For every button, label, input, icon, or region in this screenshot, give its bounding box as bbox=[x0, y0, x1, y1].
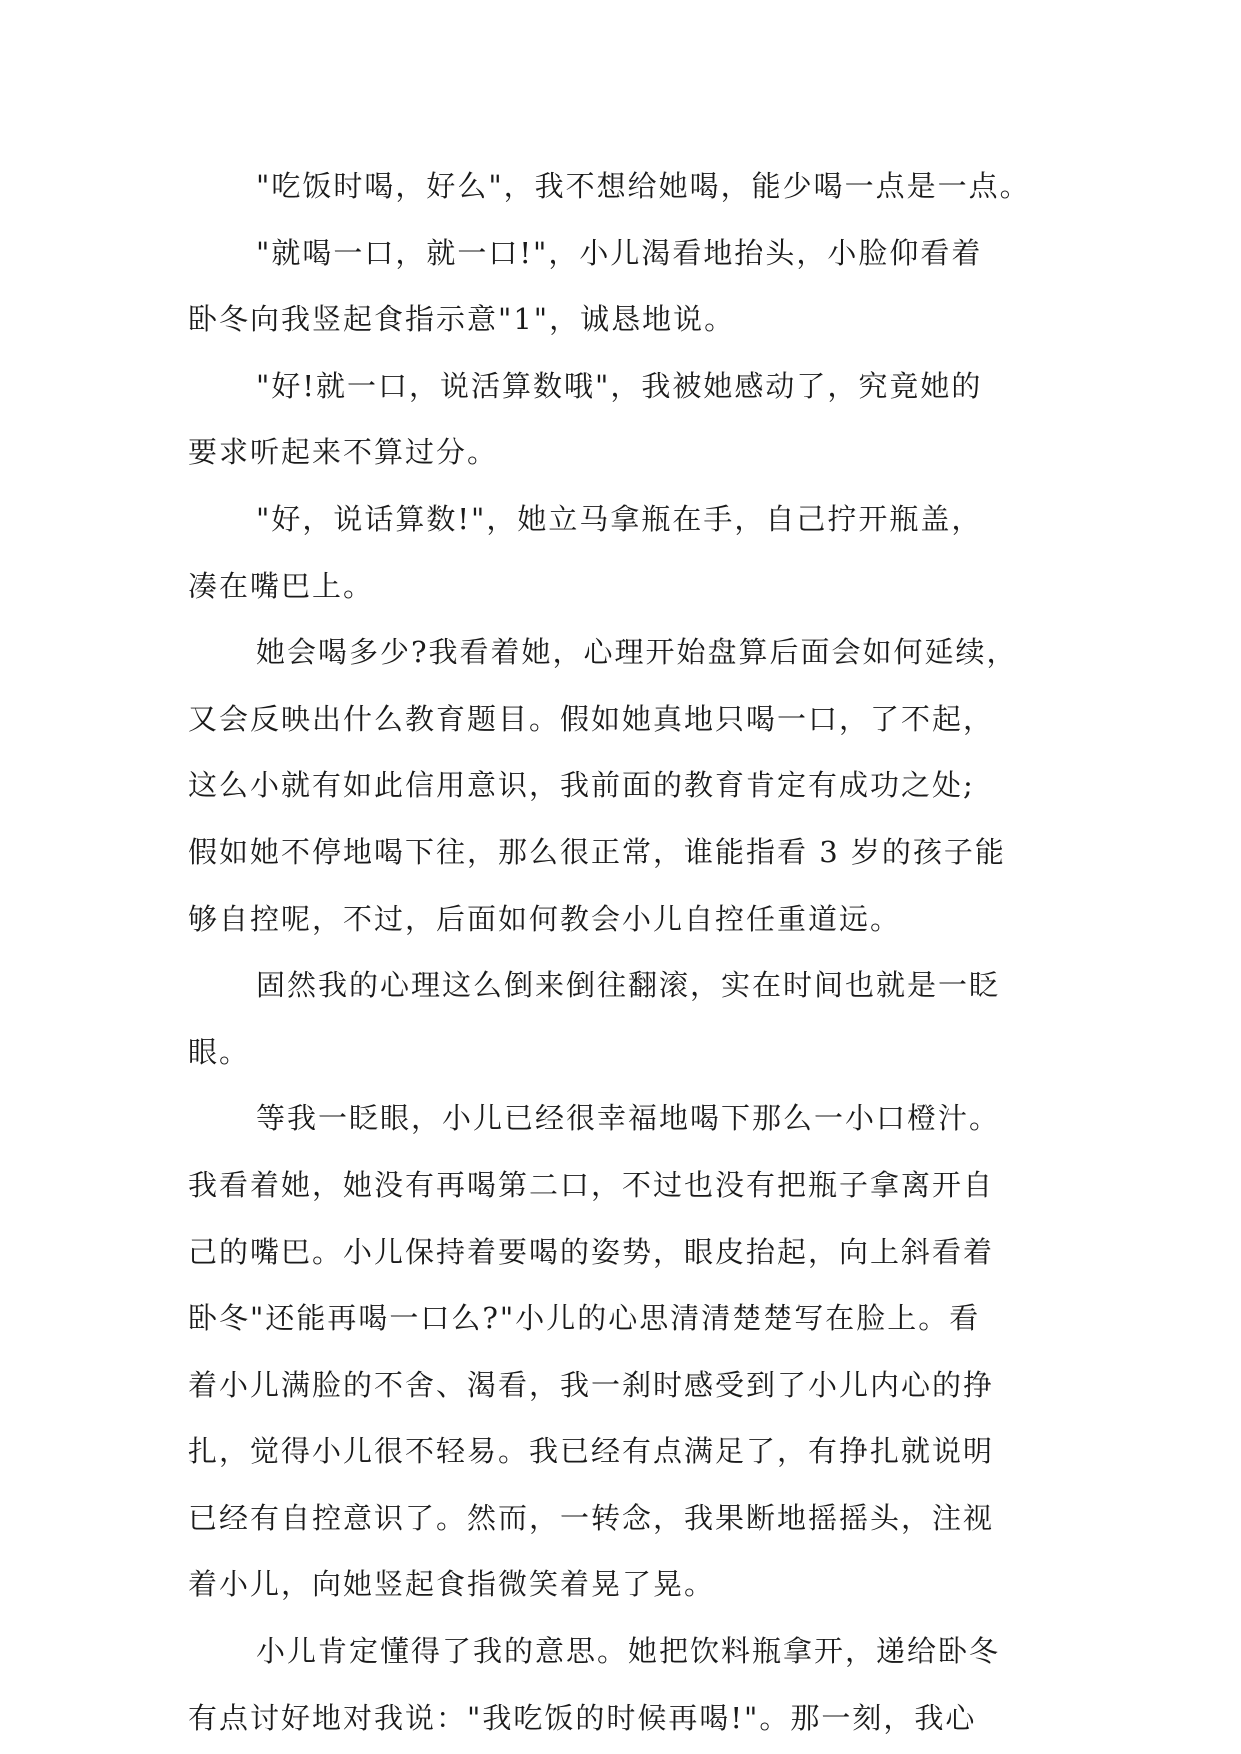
text-line: 着小儿，向她竖起食指微笑着晃了晃。 bbox=[188, 1567, 716, 1602]
text-line: 小儿肯定懂得了我的意思。她把饮料瓶拿开，递给卧冬 bbox=[256, 1634, 1001, 1669]
body-text bbox=[188, 153, 1068, 1751]
text-line: 卧冬"还能再喝一口么?"小儿的心思清清楚楚写在脸上。看 bbox=[188, 1301, 981, 1336]
text-line: "好!就一口，说活算数哦"，我被她感动了，究竟她的 bbox=[256, 368, 983, 403]
text-line: "就喝一口，就一口!"，小儿渴看地抬头，小脸仰看着 bbox=[256, 235, 983, 270]
text-line: 着小儿满脸的不舍、渴看，我一刹时感受到了小儿内心的挣 bbox=[188, 1367, 995, 1402]
text-line: 假如她不停地喝下往，那么很正常，谁能指看 3 岁的孩子能 bbox=[188, 834, 1006, 869]
text-line: 固然我的心理这么倒来倒往翻滚，实在时间也就是一眨 bbox=[256, 968, 1001, 1003]
text-line: 眼。 bbox=[188, 1034, 251, 1069]
text-line: 这么小就有如此信用意识，我前面的教育肯定有成功之处; bbox=[188, 768, 975, 803]
text-line: 要求听起来不算过分。 bbox=[188, 435, 499, 470]
text-line: "吃饭时喝，好么"，我不想给她喝，能少喝一点是一点。 bbox=[256, 169, 1031, 203]
text-line: 凑在嘴巴上。 bbox=[188, 568, 375, 603]
text-line: 又会反映出什么教育题目。假如她真地只喝一口，了不起， bbox=[188, 701, 995, 736]
text-line: 她会喝多少?我看着她，心理开始盘算后面会如何延续， bbox=[256, 635, 1018, 670]
text-line: 已经有自控意识了。然而，一转念，我果断地摇摇头，注视 bbox=[188, 1500, 995, 1535]
text-line: 卧冬向我竖起食指示意"1"，诚恳地说。 bbox=[188, 302, 736, 337]
text-line: 扎，觉得小儿很不轻易。我已经有点满足了，有挣扎就说明 bbox=[188, 1434, 995, 1469]
text-line: 己的嘴巴。小儿保持着要喝的姿势，眼皮抬起，向上斜看着 bbox=[188, 1234, 995, 1269]
text-line: 我看着她，她没有再喝第二口，不过也没有把瓶子拿离开自 bbox=[188, 1167, 995, 1202]
text-line: 够自控呢，不过，后面如何教会小儿自控任重道远。 bbox=[188, 901, 902, 936]
text-line: "好，说话算数!"，她立马拿瓶在手，自己拧开瓶盖， bbox=[256, 501, 983, 536]
text-line: 有点讨好地对我说："我吃饭的时候再喝!"。那一刻，我心 bbox=[188, 1700, 977, 1735]
text-line: 等我一眨眼，小儿已经很幸福地喝下那么一小口橙汁。 bbox=[256, 1101, 1001, 1136]
